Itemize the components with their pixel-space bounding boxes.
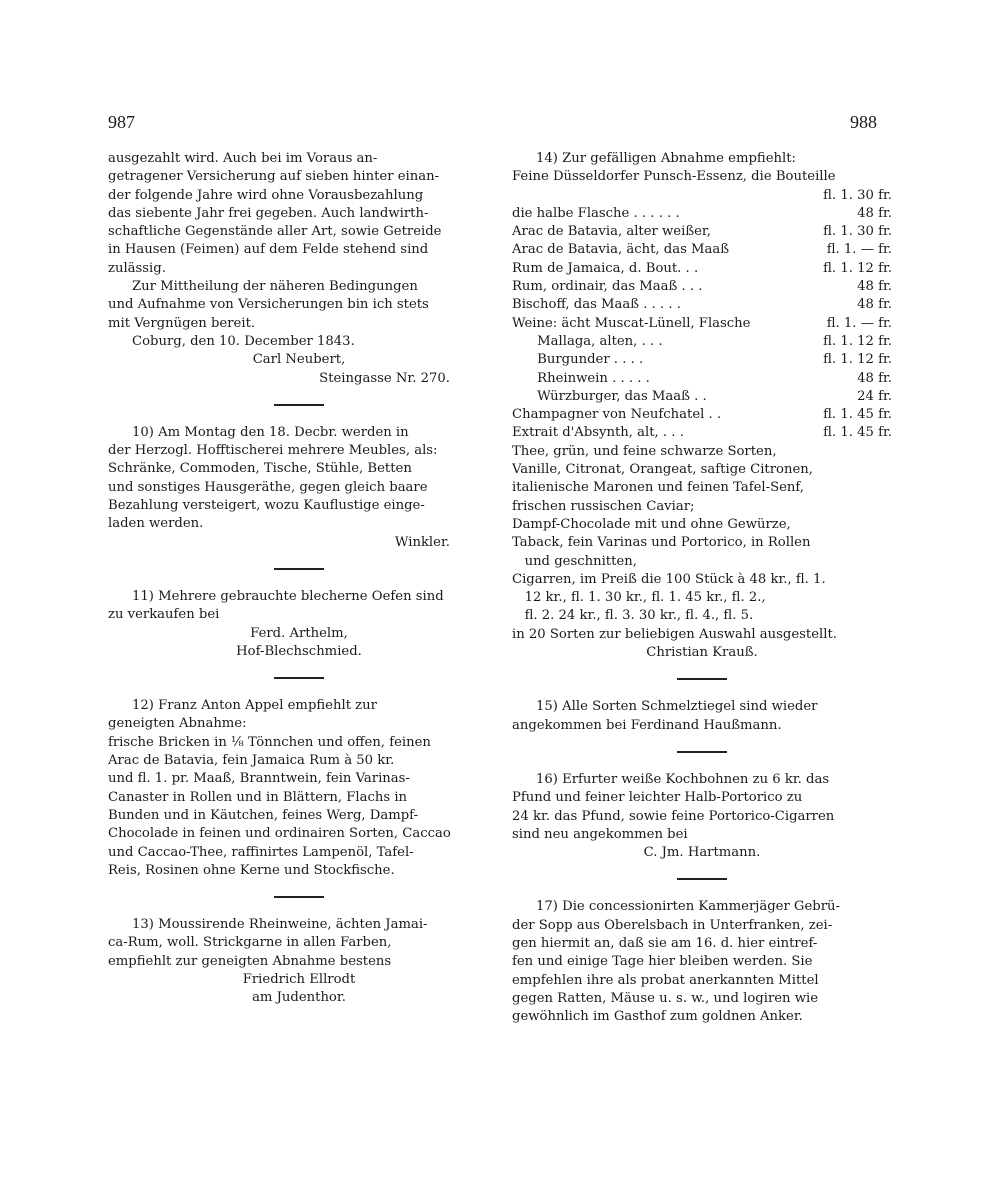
text-line: 24 kr. das Pfund, sowie feine Portorico-Cigarren bbox=[512, 808, 835, 824]
price-item: Mallaga, alten, . . . bbox=[512, 333, 663, 349]
section-divider bbox=[677, 751, 727, 753]
price-value: 48 fr. bbox=[857, 370, 892, 386]
text-line: geneigten Abnahme: bbox=[108, 716, 247, 732]
price-row bbox=[512, 370, 892, 388]
text-line: 13) Moussirende Rheinweine, ächten Jamai- bbox=[132, 917, 428, 933]
section-divider bbox=[274, 677, 324, 679]
price-value: fl. 1. 30 fr. bbox=[823, 187, 892, 203]
price-row bbox=[512, 333, 892, 351]
price-item: Extrait d'Absynth, alt, . . . bbox=[512, 425, 684, 441]
page-number-right: 988 bbox=[850, 112, 877, 132]
text-line: Pfund und feiner leichter Halb-Portorico zu bbox=[512, 790, 803, 806]
text-line: 10) Am Montag den 18. Decbr. werden in bbox=[132, 424, 409, 440]
section-divider bbox=[274, 896, 324, 898]
notice-signature: C. Jm. Hartmann. bbox=[643, 845, 761, 861]
price-value: fl. 1. 45 fr. bbox=[823, 425, 892, 441]
notice-17 bbox=[512, 898, 892, 1026]
text-line: Cigarren, im Preiß die 100 Stück à 48 kr., fl. 1. bbox=[512, 571, 826, 587]
price-value: 24 fr. bbox=[857, 388, 892, 404]
left-column bbox=[108, 150, 490, 1008]
notice-14 bbox=[512, 150, 892, 662]
price-value: fl. 1. 30 fr. bbox=[823, 224, 892, 240]
price-row bbox=[512, 296, 892, 314]
price-item: Rum, ordinair, das Maaß . . . bbox=[512, 279, 703, 295]
text-line: und Caccao-Thee, raffinirtes Lampenöl, Tafel- bbox=[108, 844, 414, 860]
notice-signature: Winkler. bbox=[394, 534, 450, 550]
page-number-left: 987 bbox=[108, 112, 135, 132]
text-line: Thee, grün, und feine schwarze Sorten, bbox=[512, 443, 777, 459]
notice-signature: Carl Neubert, bbox=[252, 352, 346, 368]
price-item: Burgunder . . . . bbox=[512, 352, 644, 368]
notice-signature: Friedrich Ellrodt bbox=[242, 971, 356, 987]
text-line: laden werden. bbox=[108, 516, 204, 532]
text-line: zu verkaufen bei bbox=[108, 607, 220, 623]
price-row bbox=[512, 205, 892, 223]
price-row bbox=[512, 388, 892, 406]
text-line: Arac de Batavia, fein Jamaica Rum à 50 kr. bbox=[108, 753, 395, 769]
text-line: Reis, Rosinen ohne Kerne und Stockfische. bbox=[108, 862, 395, 878]
text-line: mit Vergnügen bereit. bbox=[108, 315, 256, 331]
price-item: Rheinwein . . . . . bbox=[512, 370, 650, 386]
text-line: Schränke, Commoden, Tische, Stühle, Betten bbox=[108, 461, 412, 477]
notice-10 bbox=[108, 424, 490, 552]
text-line: gewöhnlich im Gasthof zum goldnen Anker. bbox=[512, 1009, 803, 1025]
text-line: 16) Erfurter weiße Kochbohnen zu 6 kr. das bbox=[536, 771, 830, 787]
section-divider bbox=[677, 878, 727, 880]
notice-16 bbox=[512, 771, 892, 862]
text-line: getragener Versicherung auf sieben hinter einan- bbox=[108, 169, 440, 185]
continuation-notice bbox=[108, 150, 490, 388]
text-line: der Herzogl. Hofftischerei mehrere Meubles, als: bbox=[108, 443, 438, 459]
notice-signature: Hof-Blechschmied. bbox=[236, 643, 362, 659]
text-line: Feine Düsseldorfer Punsch-Essenz, die Bouteille bbox=[512, 169, 836, 185]
notice-signature: Ferd. Arthelm, bbox=[250, 625, 348, 641]
text-line: frischen russischen Caviar; bbox=[512, 498, 695, 514]
text-line: Taback, fein Varinas und Portorico, in Rollen bbox=[512, 535, 811, 551]
price-row bbox=[512, 223, 892, 241]
text-line: angekommen bei Ferdinand Haußmann. bbox=[512, 717, 782, 733]
price-item: Arac de Batavia, alter weißer, bbox=[512, 224, 711, 240]
text-line: 17) Die concessionirten Kammerjäger Gebrü- bbox=[536, 899, 840, 915]
text-line: und Aufnahme von Versicherungen bin ich stets bbox=[108, 297, 429, 313]
text-line: schaftliche Gegenstände aller Art, sowie Getreide bbox=[108, 224, 442, 240]
price-value: 48 fr. bbox=[857, 205, 892, 221]
text-line: fl. 2. 24 kr., fl. 3. 30 kr., fl. 4., fl. 5. bbox=[512, 608, 754, 624]
right-column bbox=[512, 150, 892, 1026]
text-line: und sonstiges Hausgeräthe, gegen gleich baare bbox=[108, 479, 428, 495]
price-row bbox=[512, 241, 892, 259]
notice-12 bbox=[108, 697, 490, 880]
price-value: fl. 1. — fr. bbox=[826, 242, 892, 258]
text-line: Canaster in Rollen und in Blättern, Flachs in bbox=[108, 789, 408, 805]
section-divider bbox=[274, 568, 324, 570]
text-line: frische Bricken in ⅛ Tönnchen und offen, feinen bbox=[108, 734, 431, 750]
text-line: und fl. 1. pr. Maaß, Branntwein, fein Varinas- bbox=[108, 771, 410, 787]
section-divider bbox=[677, 678, 727, 680]
section-divider bbox=[274, 404, 324, 406]
text-line: 12) Franz Anton Appel empfiehlt zur bbox=[132, 698, 377, 714]
text-line: Dampf-Chocolade mit und ohne Gewürze, bbox=[512, 516, 791, 532]
price-value: fl. 1. 12 fr. bbox=[823, 352, 892, 368]
text-line: 15) Alle Sorten Schmelztiegel sind wieder bbox=[536, 699, 818, 715]
notice-date: Coburg, den 10. December 1843. bbox=[132, 333, 355, 349]
price-row bbox=[512, 351, 892, 369]
price-value: 48 fr. bbox=[857, 297, 892, 313]
notice-signature: Christian Krauß. bbox=[646, 645, 758, 661]
text-line: empfehlen ihre als probat anerkannten Mittel bbox=[512, 972, 819, 988]
price-value: fl. 1. — fr. bbox=[826, 315, 892, 331]
price-value: 48 fr. bbox=[857, 279, 892, 295]
price-item: Weine: ächt Muscat-Lünell, Flasche bbox=[512, 315, 751, 331]
text-line: gen hiermit an, daß sie am 16. d. hier eintref- bbox=[512, 935, 818, 951]
text-line: Bezahlung versteigert, wozu Kauflustige einge- bbox=[108, 498, 425, 514]
price-item: Rum de Jamaica, d. Bout. . . bbox=[512, 260, 699, 276]
price-row bbox=[512, 260, 892, 278]
price-row bbox=[512, 406, 892, 424]
price-row bbox=[512, 315, 892, 333]
text-line: Zur Mittheilung der näheren Bedingungen bbox=[132, 279, 418, 295]
price-row bbox=[512, 278, 892, 296]
notice-15 bbox=[512, 698, 892, 735]
price-value: fl. 1. 45 fr. bbox=[823, 407, 892, 423]
text-line: 12 kr., fl. 1. 30 kr., fl. 1. 45 kr., fl. 2., bbox=[512, 590, 766, 606]
text-line: empfiehlt zur geneigten Abnahme bestens bbox=[108, 953, 392, 969]
text-line: der Sopp aus Oberelsbach in Unterfranken, zei- bbox=[512, 917, 833, 933]
notice-address: Steingasse Nr. 270. bbox=[319, 370, 450, 386]
text-line: 14) Zur gefälligen Abnahme empfiehlt: bbox=[536, 151, 796, 166]
text-line: in 20 Sorten zur beliebigen Auswahl ausgestellt. bbox=[512, 626, 837, 642]
price-value: fl. 1. 12 fr. bbox=[823, 333, 892, 349]
text-line: der folgende Jahre wird ohne Vorausbezahlung bbox=[108, 187, 424, 203]
text-line: sind neu angekommen bei bbox=[512, 826, 688, 842]
price-item: Würzburger, das Maaß . . bbox=[512, 388, 707, 404]
notice-11 bbox=[108, 588, 490, 661]
text-line: in Hausen (Feimen) auf dem Felde stehend sind bbox=[108, 242, 429, 258]
text-line: das siebente Jahr frei gegeben. Auch landwirth- bbox=[108, 205, 429, 221]
text-line: ausgezahlt wird. Auch bei im Voraus an- bbox=[108, 151, 378, 166]
text-line: Vanille, Citronat, Orangeat, saftige Citronen, bbox=[512, 462, 813, 478]
price-item: die halbe Flasche . . . . . . bbox=[512, 205, 680, 221]
price-value: fl. 1. 12 fr. bbox=[823, 260, 892, 276]
price-row bbox=[512, 424, 892, 442]
price-item: Champagner von Neufchatel . . bbox=[512, 407, 722, 423]
notice-13 bbox=[108, 916, 490, 1007]
price-item: Bischoff, das Maaß . . . . . bbox=[512, 297, 681, 313]
text-line: ca-Rum, woll. Strickgarne in allen Farben, bbox=[108, 935, 392, 951]
text-line: Bunden und in Käutchen, feines Werg, Dampf- bbox=[108, 807, 419, 823]
text-line: 11) Mehrere gebrauchte blecherne Oefen sind bbox=[132, 588, 444, 604]
notice-signature: am Judenthor. bbox=[252, 990, 346, 1006]
text-line: italienische Maronen und feinen Tafel-Senf, bbox=[512, 480, 804, 496]
text-line: zulässig. bbox=[108, 260, 166, 276]
text-line: und geschnitten, bbox=[512, 553, 637, 569]
text-line: Chocolade in feinen und ordinairen Sorten, Caccao bbox=[108, 826, 451, 842]
price-item: Arac de Batavia, ächt, das Maaß bbox=[512, 242, 730, 258]
text-line: fen und einige Tage hier bleiben werden. Sie bbox=[512, 954, 813, 970]
text-line: gegen Ratten, Mäuse u. s. w., und logiren wie bbox=[512, 990, 819, 1006]
